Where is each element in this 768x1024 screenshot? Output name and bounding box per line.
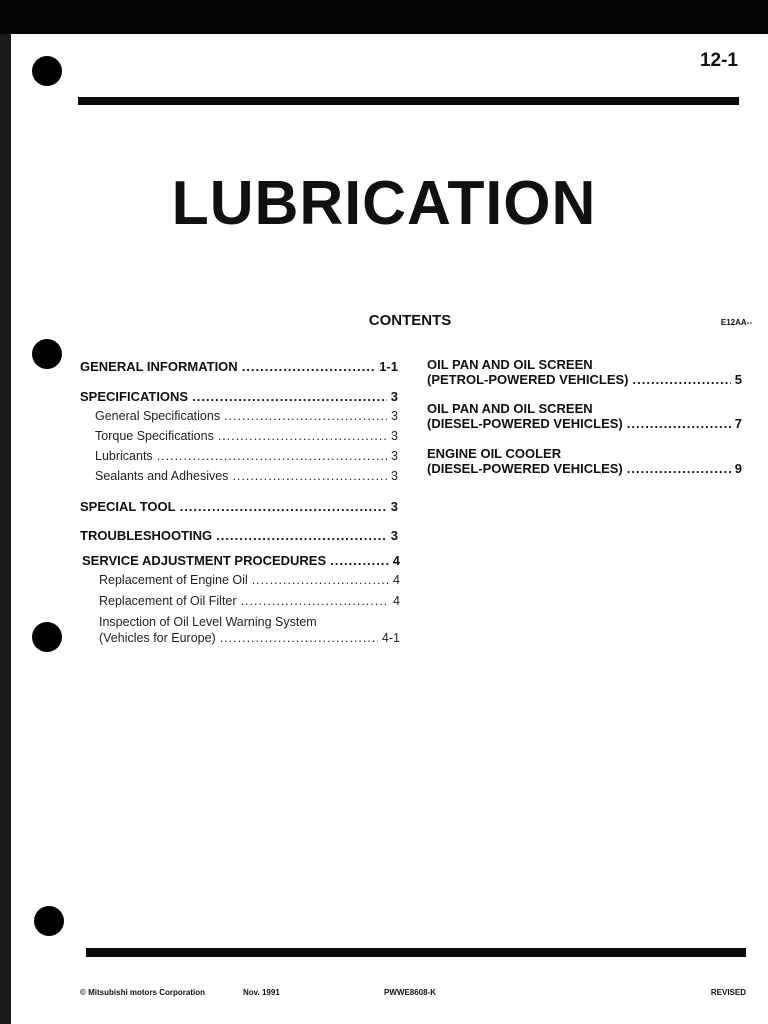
- footer-rule: [86, 948, 746, 957]
- toc-item-vehicles-for-europe[interactable]: (Vehicles for Europe) ..... 4-1: [99, 631, 400, 645]
- footer-date: Nov. 1991: [243, 988, 280, 997]
- toc-item-engine-oil-cooler-line1[interactable]: ENGINE OIL COOLER: [427, 446, 562, 461]
- toc-item-torque-specifications[interactable]: Torque Specifications ..... 3: [95, 429, 398, 443]
- toc-item-general-information[interactable]: GENERAL INFORMATION ..... 1-1: [80, 359, 398, 374]
- toc-item-general-specifications[interactable]: General Specifications ..... 3: [95, 409, 398, 423]
- scan-top-band: [0, 0, 768, 34]
- toc-item-replacement-engine-oil[interactable]: Replacement of Engine Oil ..... 4: [99, 573, 400, 587]
- toc-item-oil-pan-petrol-line1[interactable]: OIL PAN AND OIL SCREEN: [427, 357, 593, 372]
- toc-item-oil-pan-diesel[interactable]: (DIESEL-POWERED VEHICLES) ..... 7: [427, 416, 742, 431]
- contents-heading: CONTENTS: [368, 312, 452, 329]
- toc-item-lubricants[interactable]: Lubricants ..... 3: [95, 449, 398, 463]
- toc-item-engine-oil-cooler[interactable]: (DIESEL-POWERED VEHICLES) ..... 9: [427, 461, 742, 476]
- toc-item-service-adjustment-procedures[interactable]: SERVICE ADJUSTMENT PROCEDURES ..... 4: [82, 553, 400, 568]
- header-rule: [78, 97, 739, 105]
- footer-doc-code: PWWE8608-K: [384, 988, 437, 997]
- footer-status: REVISED: [710, 988, 746, 997]
- binder-hole: [34, 906, 64, 936]
- page-number: 12-1: [699, 50, 738, 71]
- toc-item-replacement-oil-filter[interactable]: Replacement of Oil Filter ..... 4: [99, 594, 400, 608]
- page-title: LUBRICATION: [171, 169, 597, 238]
- toc-item-oil-pan-petrol[interactable]: (PETROL-POWERED VEHICLES) ..... 5: [427, 372, 742, 387]
- footer-copyright: © Mitsubishi motors Corporation: [80, 988, 206, 997]
- toc-item-troubleshooting[interactable]: TROUBLESHOOTING ..... 3: [80, 528, 398, 543]
- toc-item-oil-pan-diesel-line1[interactable]: OIL PAN AND OIL SCREEN: [427, 401, 593, 416]
- binder-hole: [32, 56, 62, 86]
- section-code: E12AA--: [720, 318, 752, 327]
- binder-hole: [32, 622, 62, 652]
- toc-item-sealants-and-adhesives[interactable]: Sealants and Adhesives ..... 3: [95, 469, 398, 483]
- toc-item-specifications[interactable]: SPECIFICATIONS ..... 3: [80, 389, 398, 404]
- toc-item-inspection-oil-level-warning[interactable]: Inspection of Oil Level Warning System: [99, 615, 317, 629]
- binder-hole: [32, 339, 62, 369]
- toc-item-special-tool[interactable]: SPECIAL TOOL ..... 3: [80, 499, 398, 514]
